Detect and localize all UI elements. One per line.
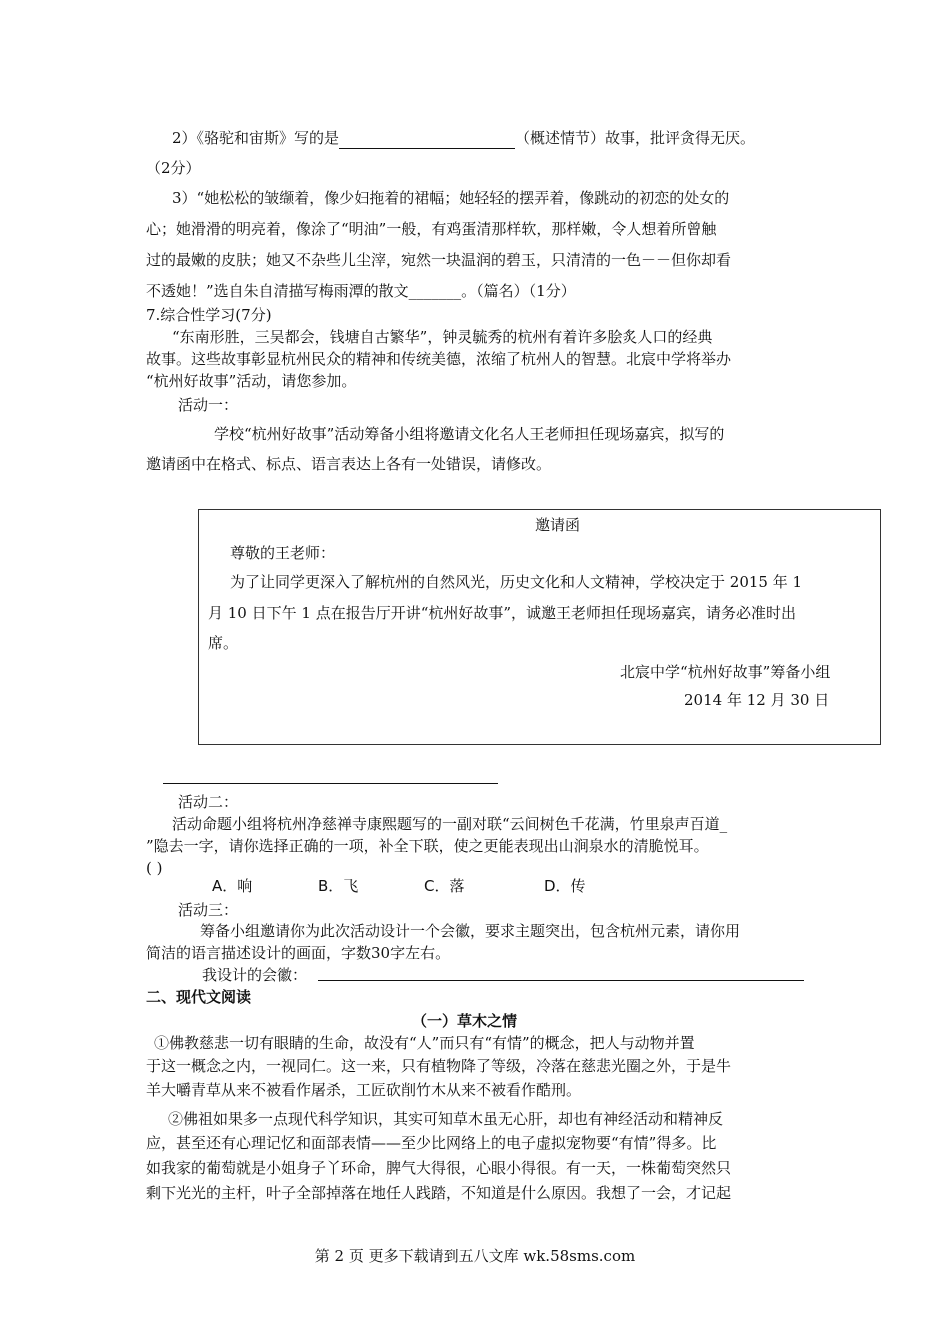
para1-line3: 羊大嚼青草从来不被看作屠杀，工匠砍削竹木从来不被看作酷刑。 [146,1081,582,1099]
activity1-desc-line2: 邀请函中在格式、标点、语言表达上各有一处错误，请修改。 [146,455,552,473]
q6-item3-line3: 过的最嫩的皮肤；她又不杂些儿尘滓，宛然一块温润的碧玉，只清清的一色－－但你却看 [146,251,732,269]
correction-answer-line[interactable] [163,783,498,784]
q6-item2-suffix: （概述情节）故事，批评贪得无厌。 [515,129,756,147]
q7-intro-line1: “东南形胜，三吴都会，钱塘自古繁华”，钟灵毓秀的杭州有着许多脍炙人口的经典 [172,328,713,346]
activity2-answer-paren[interactable]: ( ) [146,859,163,877]
para1-line2: 于这一概念之内，一视同仁。这一来，只有植物降了等级，冷落在慈悲光圈之外，于是牛 [146,1057,732,1075]
letter-date: 2014 年 12 月 30 日 [684,691,830,709]
letter-body-line3: 席。 [208,634,239,652]
para1-line1: ①佛教慈悲一切有眼睛的生命，故没有“人”而只有“有情”的概念，把人与动物并置 [154,1034,695,1052]
q6-item3-blank[interactable]: _______ [408,282,462,300]
activity2-desc-line2: ”隐去一字，请你选择正确的一项，补全下联，使之更能表现出山涧泉水的清脆悦耳。 [146,837,709,855]
activity2-desc-line1: 活动命题小组将杭州净慈禅寺康熙题写的一副对联“云间树色千花满，竹里泉声百道_ [172,815,728,833]
q6-item3-line2: 心；她滑滑的明亮着，像涂了“明油”一般，有鸡蛋清那样软，那样嫩，令人想着所曾触 [146,220,717,238]
letter-signer: 北宸中学“杭州好故事”筹备小组 [620,663,831,681]
activity3-title: 活动三： [178,901,239,919]
q6-item2-blank[interactable] [339,128,515,149]
letter-body-line2: 月 10 日下午 1 点在报告厅开讲“杭州好故事”，诚邀王老师担任现场嘉宾，请务必准时出 [208,604,797,622]
activity2-title: 活动二： [178,793,239,811]
q6-item2-line [172,128,755,149]
para2-line4: 剩下光光的主杆，叶子全部掉落在地任人践踏，不知道是什么原因。我想了一会，才记起 [146,1184,732,1202]
letter-title: 邀请函 [535,516,581,534]
q7-heading: 7.综合性学习(7分) [146,306,272,324]
my-design-label: 我设计的会徽： [202,966,308,984]
q7-intro-line3: “杭州好故事”活动，请您参加。 [146,372,357,390]
para2-line2: 应，甚至还有心理记忆和面部表情——至少比网络上的电子虚拟宠物要“有情”得多。比 [146,1134,717,1152]
option-d[interactable]: D．传 [544,877,586,895]
activity1-title: 活动一： [178,396,239,414]
activity3-desc-line2: 简洁的语言描述设计的画面，字数30字左右。 [146,944,451,962]
activity1-desc-line1: 学校“杭州好故事”活动筹备小组将邀请文化名人王老师担任现场嘉宾，拟写的 [214,425,725,443]
q6-item3-line4-prefix: 不透她！”选自朱自清描写梅雨潭的散文 [146,282,409,300]
para2-line3: 如我家的葡萄就是小姐身子丫环命，脾气大得很，心眼小得很。有一天，一株葡萄突然只 [146,1159,732,1177]
option-b[interactable]: B．飞 [318,877,359,895]
q7-intro-line2: 故事。这些故事彰显杭州民众的精神和传统美德，浓缩了杭州人的智慧。北宸中学将举办 [146,350,732,368]
letter-body-line1: 为了让同学更深入了解杭州的自然风光，历史文化和人文精神，学校决定于 2015 年 1 [230,573,803,591]
q6-item3-line4 [146,281,576,301]
option-c[interactable]: C．落 [424,877,465,895]
section2-heading: 二、现代文阅读 [146,988,252,1006]
letter-salutation: 尊敬的王老师： [230,544,336,562]
activity3-desc-line1: 筹备小组邀请你为此次活动设计一个会徽，要求主题突出，包含杭州元素，请你用 [200,922,741,940]
q6-item2-score: （2分） [146,159,201,177]
q6-item3-line4-suffix: 。（篇名）（1分） [461,282,576,300]
section2-subheading: （一）草木之情 [412,1012,518,1030]
para2-line1: ②佛祖如果多一点现代科学知识，其实可知草木虽无心肝，却也有神经活动和精神反 [168,1110,724,1128]
page-footer: 第 2 页 更多下载请到五八文库 wk.58sms.com [314,1247,636,1265]
q6-item2-prefix: 2）《骆驼和宙斯》写的是 [172,129,340,147]
q6-item3-line1: 3）“她松松的皱缬着，像少妇拖着的裙幅；她轻轻的摆弄着，像跳动的初恋的处女的 [172,189,730,207]
option-a[interactable]: A．响 [212,877,253,895]
my-design-answer-line[interactable] [318,980,804,981]
